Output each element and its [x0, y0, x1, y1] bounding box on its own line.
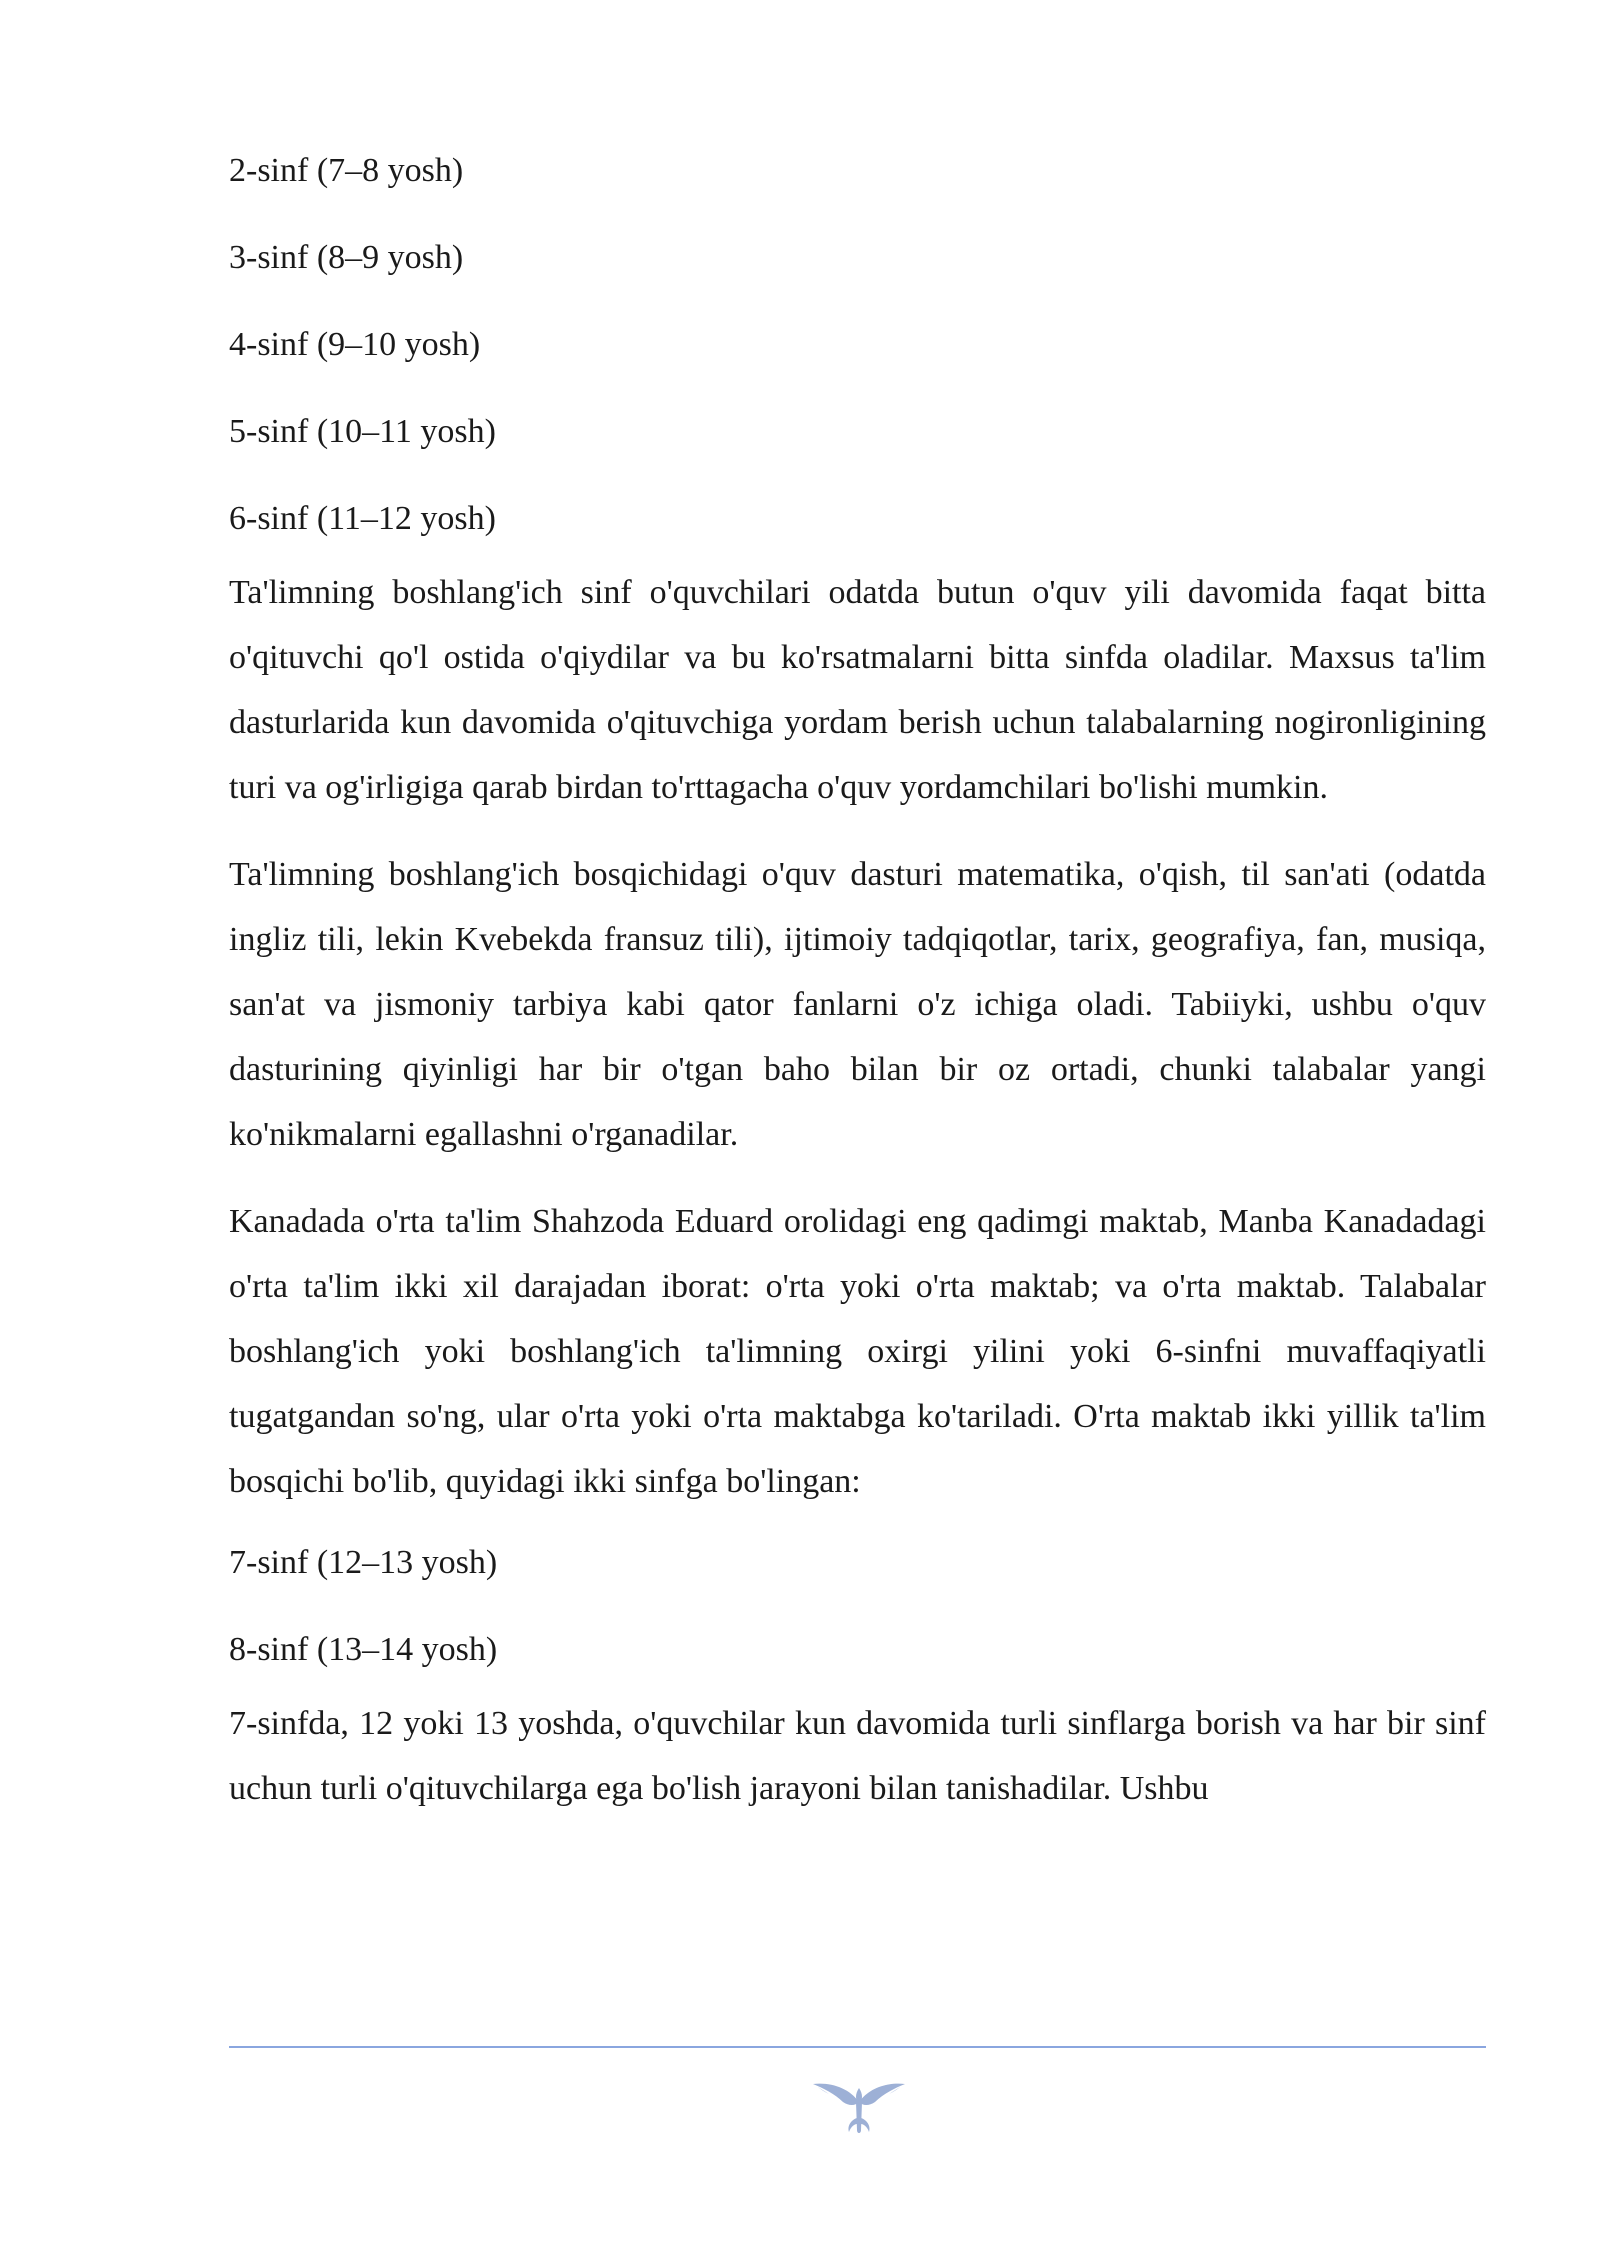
- grade-line-5: 5-sinf (10–11 yosh): [229, 413, 496, 450]
- leaf-ornament-icon: [809, 2068, 909, 2138]
- page-body: [229, 148, 1486, 1821]
- grade-line-4: 4-sinf (9–10 yosh): [229, 326, 481, 363]
- paragraph-secondary-education: Kanadada o'rta ta'lim Shahzoda Eduard orolidagi eng qadimgi maktab, Manba Kanadadagi o'rta ta'lim ikki xil darajadan iborat: o'rta yoki o'rta maktab; va o'rta maktab. Talabalar boshlang'ich yoki boshlang'ich ta'limning oxirgi yilini yoki 6-sinfni muvaffaqiyatli tugatgandan so'ng, ular o'rta yoki o'rta maktabga ko'tariladi. O'rta maktab ikki yillik ta'lim bosqichi bo'lib, quyidagi ikki sinfga bo'lingan:: [229, 1203, 1486, 1500]
- grade-line-6: 6-sinf (11–12 yosh): [229, 500, 496, 537]
- grade-line-8: 8-sinf (13–14 yosh): [229, 1631, 498, 1668]
- paragraph-primary-teachers: Ta'limning boshlang'ich sinf o'quvchilari odatda butun o'quv yili davomida faqat bitta o'qituvchi qo'l ostida o'qiydilar va bu ko'rsatmalarni bitta sinfda oladilar. Maxsus ta'lim dasturlarida kun davomida o'qituvchiga yordam berish uchun talabalarning nogironligining turi va og'irligiga qarab birdan to'rttagacha o'quv yordamchilari bo'lishi mumkin.: [229, 574, 1486, 806]
- grade-line-7: 7-sinf (12–13 yosh): [229, 1544, 498, 1581]
- grade-line-3: 3-sinf (8–9 yosh): [229, 239, 464, 276]
- grade-line-2: 2-sinf (7–8 yosh): [229, 152, 464, 189]
- paragraph-grade-7: 7-sinfda, 12 yoki 13 yoshda, o'quvchilar kun davomida turli sinflarga borish va har bir sinf uchun turli o'qituvchilarga ega bo'lish jarayoni bilan tanishadilar. Ushbu: [229, 1705, 1486, 1807]
- paragraph-primary-curriculum: Ta'limning boshlang'ich bosqichidagi o'quv dasturi matematika, o'qish, til san'ati (odatda ingliz tili, lekin Kvebekda fransuz tili), ijtimoiy tadqiqotlar, tarix, geografiya, fan, musiqa, san'at va jismoniy tarbiya kabi qator fanlarni o'z ichiga oladi. Tabiiyki, ushbu o'quv dasturining qiyinligi har bir o'tgan baho bilan bir oz ortadi, chunki talabalar yangi ko'nikmalarni egallashni o'rganadilar.: [229, 856, 1486, 1153]
- footer-rule: [229, 2046, 1486, 2048]
